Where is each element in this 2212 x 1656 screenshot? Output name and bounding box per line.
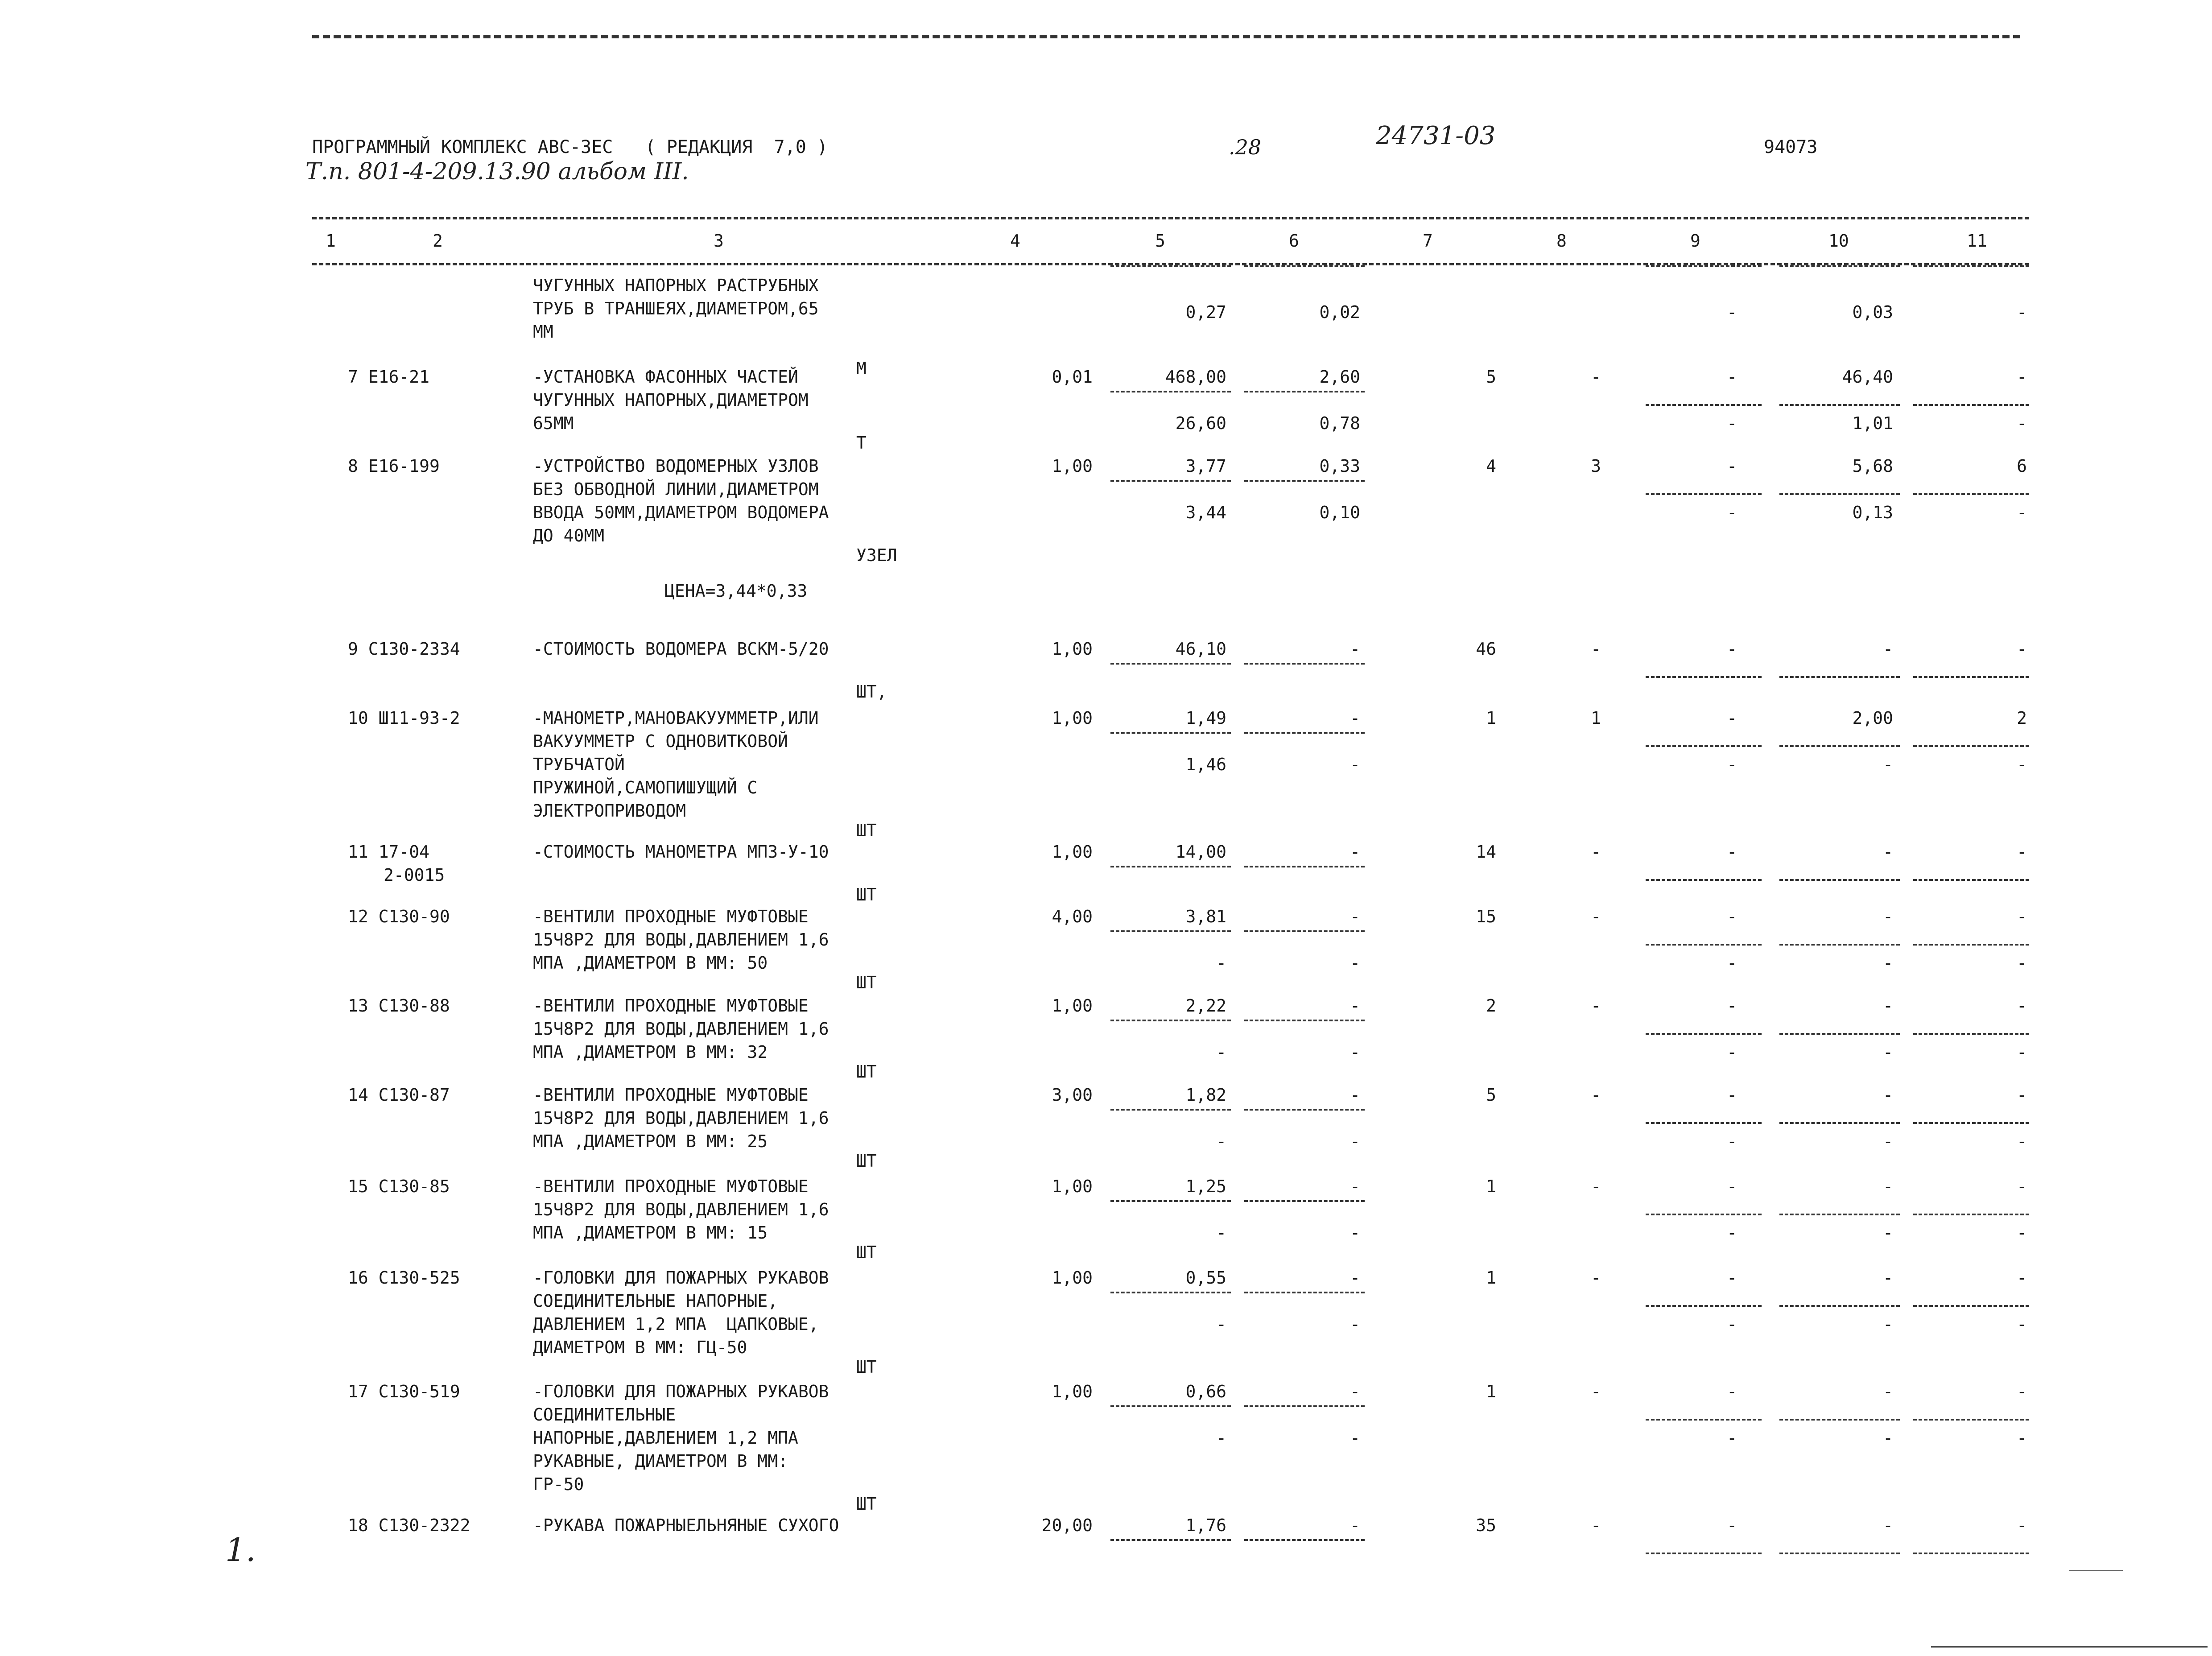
cell-c9: - <box>1727 1382 1737 1401</box>
cell-c10-lower: 0,03 <box>1852 302 1893 322</box>
rule-col5 <box>1110 663 1231 665</box>
cell-c8: - <box>1591 367 1601 387</box>
cell-c5-lower: - <box>1216 1314 1226 1334</box>
row-number: 16 С130-525 <box>348 1268 460 1288</box>
row-number: 15 С130-85 <box>348 1177 450 1196</box>
rule-col6 <box>1244 1020 1365 1021</box>
column-header-11: 11 <box>1967 231 1987 251</box>
cell-c9: - <box>1727 842 1737 862</box>
rule-col10 <box>1779 493 1900 495</box>
rule-col6 <box>1244 1539 1365 1541</box>
row-number: 10 Ш11-93-2 <box>348 708 460 728</box>
cell-c7: 14 <box>1476 842 1496 862</box>
rule-col10 <box>1779 1214 1900 1215</box>
rule-col11 <box>1913 1553 2029 1554</box>
row-description: -ВЕНТИЛИ ПРОХОДНЫЕ МУФТОВЫЕ <box>533 907 809 926</box>
cell-c8: 1 <box>1591 708 1601 728</box>
rule-col5 <box>1110 930 1231 932</box>
cell-c9-lower: - <box>1727 1042 1737 1062</box>
cell-c10: - <box>1883 996 1893 1016</box>
row-unit: Т <box>856 433 867 453</box>
cell-c10: 2,00 <box>1852 708 1893 728</box>
cell-c9-lower: - <box>1727 413 1737 433</box>
cell-c5: 1,49 <box>1185 708 1226 728</box>
rule-col6 <box>1244 930 1365 932</box>
row-description: РУКАВНЫЕ, ДИАМЕТРОМ В ММ: <box>533 1451 788 1471</box>
row-description: МПА ,ДИАМЕТРОМ В ММ: 50 <box>533 953 768 973</box>
row-description: -УСТАНОВКА ФАСОННЫХ ЧАСТЕЙ <box>533 367 798 387</box>
cell-c11: - <box>2017 1516 2027 1535</box>
rule-col10 <box>1779 1122 1900 1124</box>
cell-c9-lower: - <box>1727 953 1737 973</box>
cell-c6-lower: 0,10 <box>1319 503 1360 522</box>
cell-c7: 1 <box>1486 1268 1496 1288</box>
cell-c11: - <box>2017 1085 2027 1105</box>
header-rule-top <box>312 217 2029 219</box>
rule-col9 <box>1646 944 1762 946</box>
cell-c10-lower: - <box>1883 1223 1893 1243</box>
row-description: 65ММ <box>533 413 574 433</box>
cell-c7: 4 <box>1486 456 1496 476</box>
cell-c6: 2,60 <box>1319 367 1360 387</box>
cell-c5-lower: - <box>1216 953 1226 973</box>
cell-c6-lower: - <box>1350 1223 1360 1243</box>
row-description: СОЕДИНИТЕЛЬНЫЕ НАПОРНЫЕ, <box>533 1291 778 1311</box>
cell-c9-lower: - <box>1727 1132 1737 1151</box>
cell-c11: 2 <box>2017 708 2027 728</box>
cell-c10-lower: - <box>1883 1314 1893 1334</box>
row-code-cont: 2-0015 <box>384 865 445 885</box>
column-header-4: 4 <box>1010 231 1020 251</box>
cell-c9-lower: - <box>1727 1428 1737 1448</box>
row-unit: ШТ <box>856 1062 877 1082</box>
rule-col9 <box>1646 879 1762 881</box>
cell-c9: - <box>1727 456 1737 476</box>
row-number: 11 17-04 <box>348 842 430 862</box>
rule-col5 <box>1110 1539 1231 1541</box>
rule-col11 <box>1913 944 2029 946</box>
cell-c11: - <box>2017 1177 2027 1196</box>
cell-c10: - <box>1883 639 1893 659</box>
cell-c11-lower: - <box>2017 1042 2027 1062</box>
cell-c8: - <box>1591 639 1601 659</box>
cell-c5: 1,76 <box>1185 1516 1226 1535</box>
row-price-formula: ЦЕНА=3,44*0,33 <box>664 581 808 601</box>
row-description: -ВЕНТИЛИ ПРОХОДНЫЕ МУФТОВЫЕ <box>533 996 809 1016</box>
cell-c11: - <box>2017 367 2027 387</box>
row-description: НАПОРНЫЕ,ДАВЛЕНИЕМ 1,2 МПА <box>533 1428 798 1448</box>
cell-c5: 46,10 <box>1175 639 1226 659</box>
rule-col11 <box>1913 1214 2029 1215</box>
cell-c10-lower: - <box>1883 755 1893 774</box>
cell-c10: - <box>1883 1177 1893 1196</box>
cell-c7: 1 <box>1486 708 1496 728</box>
cell-c6: - <box>1350 1268 1360 1288</box>
cell-c9: - <box>1727 367 1737 387</box>
rule-col10 <box>1779 404 1900 406</box>
rule-col6 <box>1244 1405 1365 1407</box>
row-description: МПА ,ДИАМЕТРОМ В ММ: 15 <box>533 1223 768 1243</box>
rule-col9 <box>1646 1553 1762 1554</box>
cell-c6-lower: - <box>1350 1132 1360 1151</box>
cell-c8: - <box>1591 996 1601 1016</box>
cell-c5: 1,82 <box>1185 1085 1226 1105</box>
program-title: ПРОГРАММНЫЙ КОМПЛЕКС АВС-3ЕС ( РЕДАКЦИЯ 7,0 ) <box>312 137 828 157</box>
cell-c7: 35 <box>1476 1516 1496 1535</box>
rule-col6 <box>1244 480 1365 482</box>
cell-c6: - <box>1350 1177 1360 1196</box>
cell-c11: - <box>2017 1268 2027 1288</box>
cell-c9: - <box>1727 708 1737 728</box>
footer-mark: 1. <box>225 1531 256 1569</box>
cell-c6-lower: - <box>1350 1042 1360 1062</box>
rule-col10 <box>1779 1033 1900 1035</box>
cell-c4: 1,00 <box>1052 1177 1093 1196</box>
rule-col11 <box>1913 1419 2029 1421</box>
cell-c11-lower: - <box>2017 413 2027 433</box>
cell-c11: - <box>2017 907 2027 926</box>
row-number: 8 Е16-199 <box>348 456 440 476</box>
cell-c6-lower: - <box>1350 755 1360 774</box>
rule-col10 <box>1779 944 1900 946</box>
rule-col6 <box>1244 1109 1365 1111</box>
cell-c9: - <box>1727 1268 1737 1288</box>
row-description: СОЕДИНИТЕЛЬНЫЕ <box>533 1405 676 1425</box>
rule-col9 <box>1646 1419 1762 1421</box>
column-header-6: 6 <box>1289 231 1299 251</box>
cell-c9: - <box>1727 907 1737 926</box>
column-header-3: 3 <box>714 231 724 251</box>
cell-c8: - <box>1591 842 1601 862</box>
cell-c9: - <box>1727 1085 1737 1105</box>
cell-c11-lower: - <box>2017 503 2027 522</box>
cell-c6: - <box>1350 639 1360 659</box>
rule-col9 <box>1646 1033 1762 1035</box>
cell-c4: 3,00 <box>1052 1085 1093 1105</box>
rule-col9 <box>1646 1122 1762 1124</box>
cell-c11-lower: - <box>2017 1314 2027 1334</box>
column-header-8: 8 <box>1556 231 1567 251</box>
rule-col11 <box>1913 1033 2029 1035</box>
row-description: ЭЛЕКТРОПРИВОДОМ <box>533 801 686 821</box>
row-description: -ГОЛОВКИ ДЛЯ ПОЖАРНЫХ РУКАВОВ <box>533 1268 829 1288</box>
rule-col5 <box>1110 391 1231 392</box>
row-description: -ВЕНТИЛИ ПРОХОДНЫЕ МУФТОВЫЕ <box>533 1085 809 1105</box>
cell-c10-lower: 1,01 <box>1852 413 1893 433</box>
rule-col10 <box>1779 1553 1900 1554</box>
cell-c9: - <box>1727 1177 1737 1196</box>
cell-c10: - <box>1883 842 1893 862</box>
row-description: 15Ч8Р2 ДЛЯ ВОДЫ,ДАВЛЕНИЕМ 1,6 <box>533 1200 829 1219</box>
rule-col9 <box>1646 265 1762 267</box>
row-description: -РУКАВА ПОЖАРНЫЕЛЬНЯНЫЕ СУХОГО <box>533 1516 839 1535</box>
column-header-5: 5 <box>1155 231 1165 251</box>
row-description: ДО 40ММ <box>533 526 605 545</box>
row-unit: ШТ <box>856 821 877 840</box>
cell-c10: - <box>1883 1085 1893 1105</box>
row-description: ТРУБ В ТРАНШЕЯХ,ДИАМЕТРОМ,65 <box>533 299 819 318</box>
cell-c6: - <box>1350 907 1360 926</box>
cell-c6: - <box>1350 1085 1360 1105</box>
row-description: БЕЗ ОБВОДНОЙ ЛИНИИ,ДИАМЕТРОМ <box>533 479 819 499</box>
cell-c6-lower: - <box>1350 953 1360 973</box>
row-number: 12 С130-90 <box>348 907 450 926</box>
row-number: 17 С130-519 <box>348 1382 460 1401</box>
row-unit: ШТ <box>856 1357 877 1377</box>
column-header-10: 10 <box>1828 231 1849 251</box>
cell-c5-lower: - <box>1216 1042 1226 1062</box>
cell-c4: 20,00 <box>1041 1516 1093 1535</box>
footer-line-short <box>2069 1570 2123 1571</box>
row-number: 13 С130-88 <box>348 996 450 1016</box>
row-unit: ШТ <box>856 1494 877 1514</box>
row-description: ЧУГУННЫХ НАПОРНЫХ РАСТРУБНЫХ <box>533 276 819 295</box>
cell-c5: 14,00 <box>1175 842 1226 862</box>
cell-c7: 1 <box>1486 1177 1496 1196</box>
cell-c4: 1,00 <box>1052 708 1093 728</box>
cell-c11-lower: - <box>2017 953 2027 973</box>
row-description: ММ <box>533 322 553 342</box>
row-description: ГР-50 <box>533 1474 584 1494</box>
rule-col6 <box>1244 866 1365 867</box>
cell-c9: - <box>1727 996 1737 1016</box>
cell-c10: - <box>1883 1382 1893 1401</box>
row-number: 18 С130-2322 <box>348 1516 470 1535</box>
cell-c11-lower: - <box>2017 1223 2027 1243</box>
cell-c8: - <box>1591 1085 1601 1105</box>
rule-col6 <box>1244 732 1365 734</box>
rule-col11 <box>1913 265 2029 267</box>
cell-c5: 3,81 <box>1185 907 1226 926</box>
cell-c11: - <box>2017 1382 2027 1401</box>
row-description: ВАКУУММЕТР С ОДНОВИТКОВОЙ <box>533 731 788 751</box>
cell-c9-lower: - <box>1727 755 1737 774</box>
top-scan-marks <box>312 35 2020 38</box>
row-number: 9 С130-2334 <box>348 639 460 659</box>
cell-c11-lower: - <box>2017 1132 2027 1151</box>
cell-c4: 1,00 <box>1052 639 1093 659</box>
rule-col11 <box>1913 1122 2029 1124</box>
cell-c7: 15 <box>1476 907 1496 926</box>
row-unit: ШТ <box>856 1151 877 1171</box>
cell-c6: 0,33 <box>1319 456 1360 476</box>
cell-c10: - <box>1883 1516 1893 1535</box>
row-description: ТРУБЧАТОЙ <box>533 755 625 774</box>
rule-col5 <box>1110 480 1231 482</box>
row-description: 15Ч8Р2 ДЛЯ ВОДЫ,ДАВЛЕНИЕМ 1,6 <box>533 1019 829 1039</box>
rule-col5 <box>1110 265 1231 267</box>
column-header-7: 7 <box>1423 231 1433 251</box>
rule-col6 <box>1244 265 1365 267</box>
rule-col10 <box>1779 676 1900 678</box>
rule-col11 <box>1913 676 2029 678</box>
rule-col11 <box>1913 745 2029 747</box>
cell-c7: 2 <box>1486 996 1496 1016</box>
cell-c6-lower: 0,02 <box>1319 302 1360 322</box>
cell-c10-lower: 0,13 <box>1852 503 1893 522</box>
cell-c11: - <box>2017 639 2027 659</box>
rule-col10 <box>1779 1305 1900 1307</box>
cell-c8: - <box>1591 907 1601 926</box>
cell-c5: 2,22 <box>1185 996 1226 1016</box>
rule-col5 <box>1110 1405 1231 1407</box>
rule-col6 <box>1244 1200 1365 1202</box>
rule-col5 <box>1110 732 1231 734</box>
cell-c11-lower: - <box>2017 755 2027 774</box>
cell-c11: - <box>2017 842 2027 862</box>
row-description: МПА ,ДИАМЕТРОМ В ММ: 25 <box>533 1132 768 1151</box>
row-description: ПРУЖИНОЙ,САМОПИШУЩИЙ С <box>533 778 758 797</box>
cell-c5: 0,66 <box>1185 1382 1226 1401</box>
cell-c11-lower: - <box>2017 302 2027 322</box>
rule-col6 <box>1244 391 1365 392</box>
cell-c8: - <box>1591 1177 1601 1196</box>
row-number: 14 С130-87 <box>348 1085 450 1105</box>
row-description: -СТОИМОСТЬ МАНОМЕТРА МПЗ-У-10 <box>533 842 829 862</box>
cell-c4: 1,00 <box>1052 842 1093 862</box>
cell-c10: - <box>1883 1268 1893 1288</box>
cell-c7: 5 <box>1486 367 1496 387</box>
cell-c5-lower: 26,60 <box>1175 413 1226 433</box>
cell-c6: - <box>1350 842 1360 862</box>
cell-c5: 3,77 <box>1185 456 1226 476</box>
cell-c6-lower: - <box>1350 1428 1360 1448</box>
cell-c5: 1,25 <box>1185 1177 1226 1196</box>
cell-c9-lower: - <box>1727 1223 1737 1243</box>
handwritten-note: Т.п. 801-4-209.13.90 альбом III. <box>305 158 689 185</box>
cell-c9: - <box>1727 639 1737 659</box>
row-description: -ВЕНТИЛИ ПРОХОДНЫЕ МУФТОВЫЕ <box>533 1177 809 1196</box>
cell-c8: 3 <box>1591 456 1601 476</box>
row-unit: М <box>856 359 867 378</box>
cell-c8: - <box>1591 1516 1601 1535</box>
cell-c5: 468,00 <box>1165 367 1226 387</box>
row-description: МПА ,ДИАМЕТРОМ В ММ: 32 <box>533 1042 768 1062</box>
rule-col9 <box>1646 676 1762 678</box>
row-unit: ШТ, <box>856 682 887 702</box>
row-description: ДАВЛЕНИЕМ 1,2 МПА ЦАПКОВЫЕ, <box>533 1314 819 1334</box>
rule-col11 <box>1913 493 2029 495</box>
row-description: 15Ч8Р2 ДЛЯ ВОДЫ,ДАВЛЕНИЕМ 1,6 <box>533 1108 829 1128</box>
cell-c4: 1,00 <box>1052 1268 1093 1288</box>
cell-c9: - <box>1727 1516 1737 1535</box>
cell-c10-lower: - <box>1883 1428 1893 1448</box>
rule-col11 <box>1913 1305 2029 1307</box>
row-number: 7 Е16-21 <box>348 367 430 387</box>
cell-c5: 0,55 <box>1185 1268 1226 1288</box>
cell-c4: 0,01 <box>1052 367 1093 387</box>
cell-c6-lower: 0,78 <box>1319 413 1360 433</box>
row-description: -ГОЛОВКИ ДЛЯ ПОЖАРНЫХ РУКАВОВ <box>533 1382 829 1401</box>
rule-col9 <box>1646 404 1762 406</box>
cell-c4: 1,00 <box>1052 1382 1093 1401</box>
cell-c9-lower: - <box>1727 302 1737 322</box>
rule-col5 <box>1110 1109 1231 1111</box>
rule-col10 <box>1779 1419 1900 1421</box>
row-description: -УСТРОЙСТВО ВОДОМЕРНЫХ УЗЛОВ <box>533 456 819 476</box>
cell-c11: 6 <box>2017 456 2027 476</box>
row-description: ВВОДА 50ММ,ДИАМЕТРОМ ВОДОМЕРА <box>533 503 829 522</box>
rule-col9 <box>1646 1214 1762 1215</box>
cell-c7: 1 <box>1486 1382 1496 1401</box>
cell-c11-lower: - <box>2017 1428 2027 1448</box>
rule-col10 <box>1779 265 1900 267</box>
cell-c4: 1,00 <box>1052 996 1093 1016</box>
rule-col5 <box>1110 866 1231 867</box>
rule-col5 <box>1110 1292 1231 1293</box>
cell-c5-lower: - <box>1216 1132 1226 1151</box>
cell-c6: - <box>1350 708 1360 728</box>
row-unit: ШТ <box>856 1243 877 1262</box>
page-number: .28 <box>1229 135 1262 159</box>
rule-col10 <box>1779 745 1900 747</box>
rule-col10 <box>1779 879 1900 881</box>
cell-c6: - <box>1350 996 1360 1016</box>
rule-col5 <box>1110 1200 1231 1202</box>
row-description: ДИАМЕТРОМ В ММ: ГЦ-50 <box>533 1338 747 1357</box>
rule-col9 <box>1646 1305 1762 1307</box>
cell-c4: 1,00 <box>1052 456 1093 476</box>
cell-c9-lower: - <box>1727 503 1737 522</box>
rule-col5 <box>1110 1020 1231 1021</box>
column-header-9: 9 <box>1690 231 1700 251</box>
rule-col9 <box>1646 745 1762 747</box>
rule-col11 <box>1913 404 2029 406</box>
cell-c8: - <box>1591 1382 1601 1401</box>
cell-c5-lower: - <box>1216 1428 1226 1448</box>
cell-c6: - <box>1350 1516 1360 1535</box>
rule-col6 <box>1244 663 1365 665</box>
cell-c7: 5 <box>1486 1085 1496 1105</box>
cell-c5-lower: 3,44 <box>1185 503 1226 522</box>
cell-c6: - <box>1350 1382 1360 1401</box>
column-header-1: 1 <box>326 231 336 251</box>
cell-c10: - <box>1883 907 1893 926</box>
document-number: 24731-03 <box>1376 121 1496 150</box>
rule-col9 <box>1646 493 1762 495</box>
cell-c9-lower: - <box>1727 1314 1737 1334</box>
cell-c10: 5,68 <box>1852 456 1893 476</box>
cell-c5-lower: - <box>1216 1223 1226 1243</box>
row-description: -МАНОМЕТР,МАНОВАКУУММЕТР,ИЛИ <box>533 708 819 728</box>
cell-c10: 46,40 <box>1842 367 1893 387</box>
cell-c5-lower: 0,27 <box>1185 302 1226 322</box>
row-unit: УЗЕЛ <box>856 545 897 565</box>
document-code: 94073 <box>1764 137 1818 157</box>
cell-c10-lower: - <box>1883 953 1893 973</box>
row-description: -СТОИМОСТЬ ВОДОМЕРА ВСКМ-5/20 <box>533 639 829 659</box>
cell-c5-lower: 1,46 <box>1185 755 1226 774</box>
row-description: ЧУГУННЫХ НАПОРНЫХ,ДИАМЕТРОМ <box>533 390 809 410</box>
cell-c11: - <box>2017 996 2027 1016</box>
cell-c6-lower: - <box>1350 1314 1360 1334</box>
column-header-2: 2 <box>433 231 443 251</box>
footer-line <box>1931 1646 2208 1648</box>
row-unit: ШТ <box>856 885 877 904</box>
cell-c10-lower: - <box>1883 1042 1893 1062</box>
rule-col6 <box>1244 1292 1365 1293</box>
row-unit: ШТ <box>856 973 877 992</box>
cell-c8: - <box>1591 1268 1601 1288</box>
cell-c4: 4,00 <box>1052 907 1093 926</box>
rule-col11 <box>1913 879 2029 881</box>
cell-c10-lower: - <box>1883 1132 1893 1151</box>
cell-c7: 46 <box>1476 639 1496 659</box>
row-description: 15Ч8Р2 ДЛЯ ВОДЫ,ДАВЛЕНИЕМ 1,6 <box>533 930 829 950</box>
